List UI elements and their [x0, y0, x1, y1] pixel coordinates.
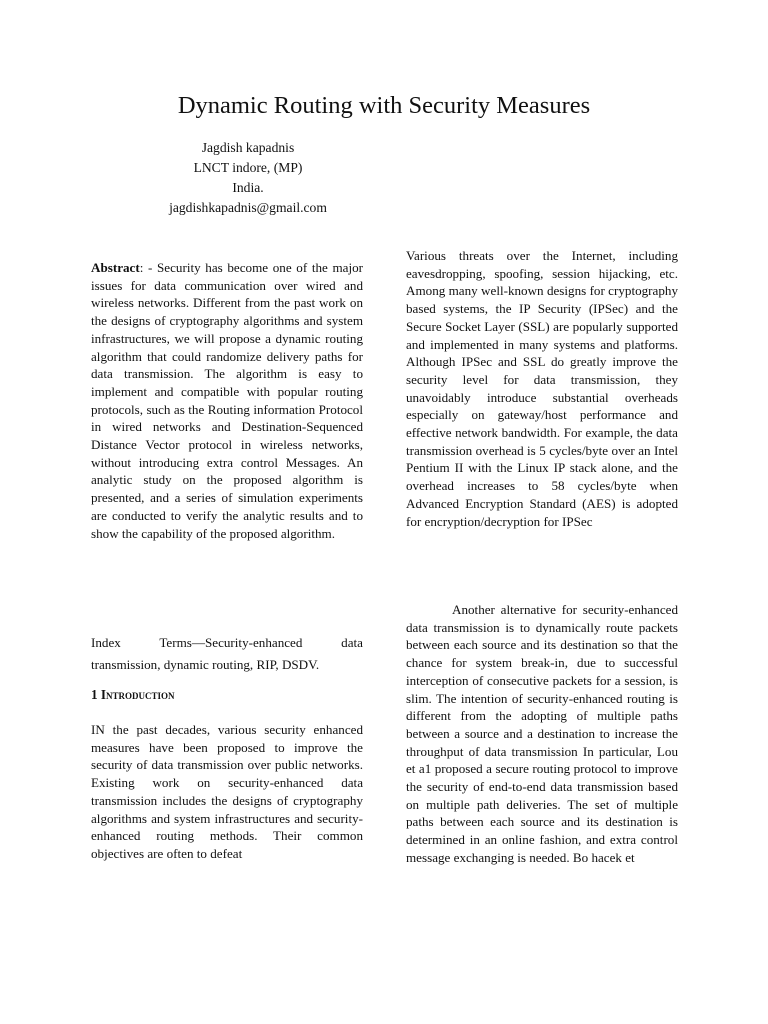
- author-country: India.: [232, 180, 264, 195]
- section-number: 1: [91, 687, 98, 702]
- introduction-body: [91, 721, 363, 863]
- abstract-label: Abstract: [91, 260, 140, 275]
- author-block: [118, 138, 378, 218]
- section-heading-introduction: [91, 687, 175, 703]
- paper-title: Dynamic Routing with Security Measures: [177, 92, 591, 119]
- abstract-text: : - Security has become one of the major issues for data communication over wired and wireless networks. Different from the past work on the designs of cryptography algorithms and system infrastructures, we will propose a dynamic routing algorithm that could randomize delivery paths for data transmission. The algorithm is easy to implement and compatible with popular routing protocols, such as the Routing information Protocol in wired networks and Destination-Sequenced Distance Vector protocol in wireless networks, without introducing extra control Messages. An analytic study on the proposed algorithm is presented, and a series of simulation experiments are conducted to verify the analytic results and to show the capability of the proposed algorithm.: [91, 260, 363, 541]
- right-paragraph-1-text: Various threats over the Internet, including eavesdropping, spoofing, session hijacking, etc. Among many well-known designs for cryptography based systems, the IP Security (IPSec) and the Secure Socket Layer (SSL) are popularly supported and implemented in many systems and platforms. Although IPSec and SSL do greatly improve the security level for data transmission, they unavoidably introduce substantial overheads especially on gateway/host performance and effective network bandwidth. For example, the data transmission overhead is 5 cycles/byte over an Intel Pentium II with the Linux IP stack alone, and the overhead increases to 58 cycles/byte when Advanced Encryption Standard (AES) is adopted for encryption/decryption for IPSec: [406, 248, 678, 529]
- author-affiliation: LNCT indore, (MP): [193, 160, 303, 175]
- right-paragraph-2-text: Another alternative for security-enhanced data transmission is to dynamically route packets between each source and its destination so that the chance for system break-in, due to successful interception of consecutive packets for a session, is slim. The intention of security-enhanced routing is different from the adopting of multiple paths between a source and a destination to increase the throughput of data transmission In particular, Lou et a1 proposed a secure routing protocol to improve the security of end-to-end data transmission based on multiple path deliveries. The set of multiple paths between each source and its destination is determined in an online fashion, and extra control message exchanging is needed. Bo hacek et: [406, 602, 678, 865]
- author-email: jagdishkapadnis@gmail.com: [169, 200, 327, 215]
- right-column-paragraph-1: [406, 247, 678, 530]
- section-title: Introduction: [100, 687, 175, 702]
- abstract: [91, 259, 363, 542]
- author-name: Jagdish kapadnis: [201, 140, 295, 155]
- right-column-paragraph-2: [406, 601, 678, 867]
- index-terms: [91, 632, 363, 676]
- introduction-paragraph: IN the past decades, various security enhanced measures have been proposed to improve the security of data transmission over public networks. Existing work on security-enhanced data transmission includes the designs of cryptography algorithms and system infrastructures and security-enhanced routing methods. Their common objectives are often to defeat: [91, 722, 363, 861]
- index-terms-text: Index Terms—Security-enhanced data transmission, dynamic routing, RIP, DSDV.: [91, 635, 363, 672]
